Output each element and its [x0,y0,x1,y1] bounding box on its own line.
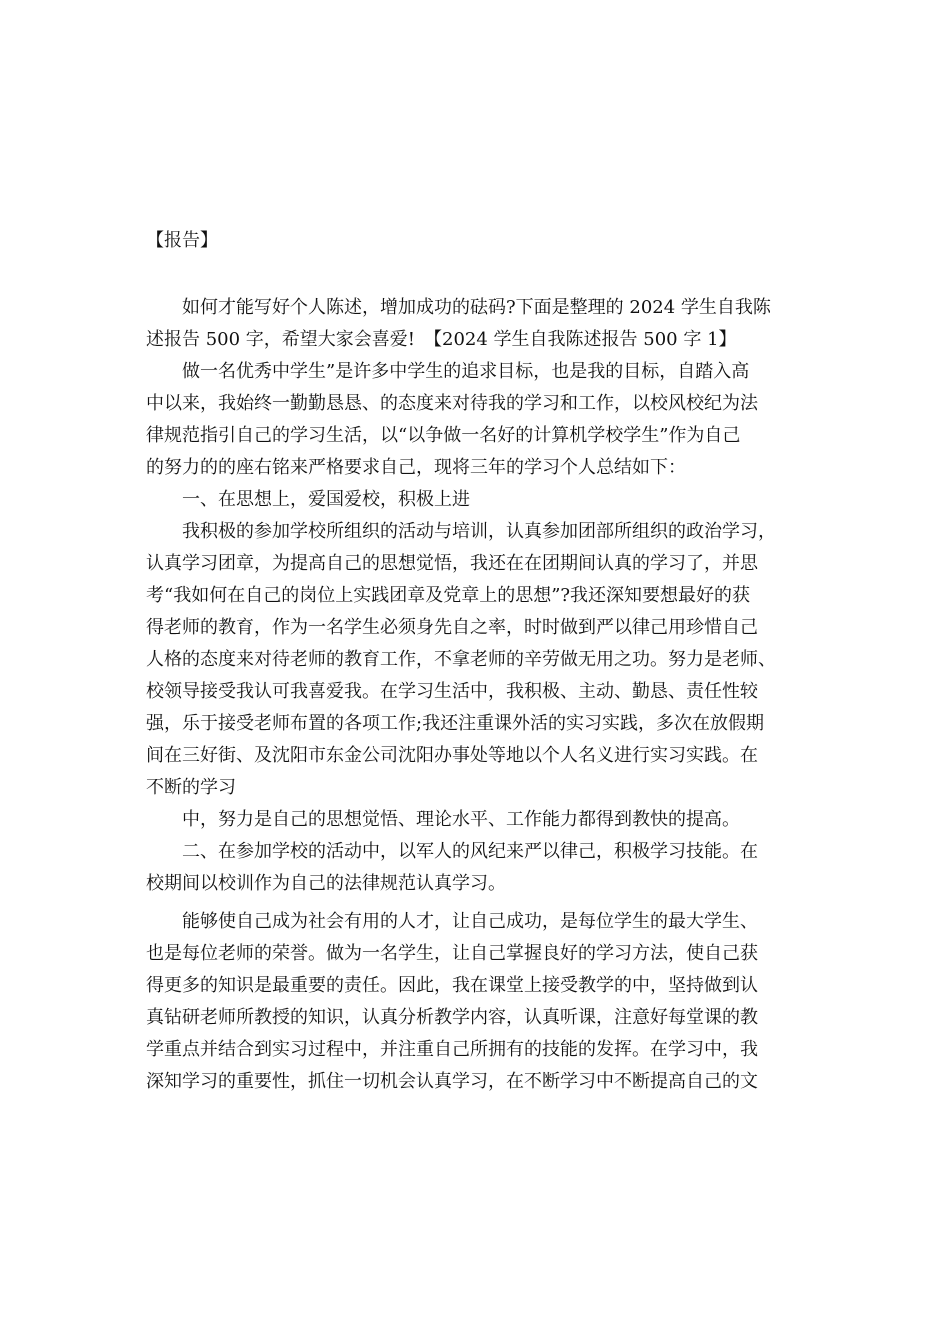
text-line: 深知学习的重要性，抓住一切机会认真学习，在不断学习中不断提高自己的文 [146,1071,758,1092]
text-line: 不断的学习 [146,777,236,798]
text-line: 能够使自己成为社会有用的人才，让自己成功，是每位学生的最大学生、 [182,911,758,932]
text-line: 强，乐于接受老师布置的各项工作;我还注重课外活的实习实践，多次在放假期 [146,713,765,734]
text-line: 校领导接受我认可我喜爱我。在学习生活中，我积极、主动、勤恳、责任性较 [146,681,758,702]
text-line: 律规范指引自己的学习生活，以“以争做一名好的计算机学校学生”作为自己 [146,425,741,446]
text-line: 做一名优秀中学生”是许多中学生的追求目标，也是我的目标，自踏入高 [182,361,750,382]
text-line: 也是每位老师的荣誉。做为一名学生，让自己掌握良好的学习方法，使自己获 [146,943,758,964]
text-line: 间在三好街、及沈阳市东金公司沈阳办事处等地以个人名义进行实习实践。在 [146,745,758,766]
text-line: 中以来，我始终一勤勤恳恳、的态度来对待我的学习和工作，以校风校纪为法 [146,393,758,414]
text-line: 我积极的参加学校所组织的活动与培训，认真参加团部所组织的政治学习， [182,521,776,542]
text-line: 认真学习团章，为提高自己的思想觉悟，我还在在团期间认真的学习了，并思 [146,553,758,574]
text-line: 学重点并结合到实习过程中，并注重自己所拥有的技能的发挥。在学习中，我 [146,1039,758,1060]
text-line: 一、在思想上，爱国爱校，积极上进 [182,489,470,510]
text-line: 得更多的知识是最重要的责任。因此，我在课堂上接受教学的中，坚持做到认 [146,975,758,996]
text-line: 考“我如何在自己的岗位上实践团章及党章上的思想”?我还深知要想最好的获 [146,585,751,606]
text-line: 如何才能写好个人陈述，增加成功的砝码?下面是整理的 2024 学生自我陈 [182,297,771,318]
text-line: 校期间以校训作为自己的法律规范认真学习。 [146,873,506,894]
text-line: 二、在参加学校的活动中，以军人的风纪来严以律己，积极学习技能。在 [182,841,758,862]
text-line: 真钻研老师所教授的知识，认真分析教学内容，认真听课，注意好每堂课的教 [146,1007,758,1028]
document-body [146,292,816,1098]
text-line: 人格的态度来对待老师的教育工作，不拿老师的辛劳做无用之功。努力是老师、 [146,649,776,670]
text-line: 中，努力是自己的思想觉悟、理论水平、工作能力都得到教快的提高。 [182,809,740,830]
text-line: 的努力的的座右铭来严格要求自己，现将三年的学习个人总结如下： [146,457,686,478]
report-heading: 【报告】 [146,230,218,251]
text-line: 得老师的教育，作为一名学生必须身先自之率，时时做到严以律己用珍惜自己 [146,617,758,638]
text-line: 述报告 500 字，希望大家会喜爱! 【2024 学生自我陈述报告 500 字 1】 [146,329,737,350]
